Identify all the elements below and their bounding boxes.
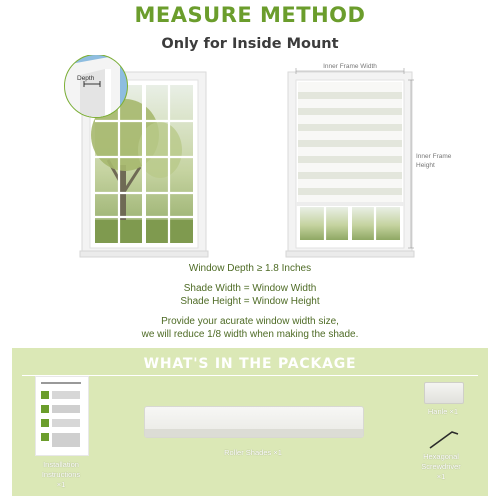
height-label-line1: Inner Frame [416, 153, 452, 160]
depth-label: Depth [77, 75, 95, 82]
shade-height-rule: Shade Height = Window Height [180, 296, 320, 307]
hex-screwdriver-icon [424, 428, 464, 450]
page-subtitle: Only for Inside Mount [161, 36, 339, 52]
depth-requirement: Window Depth ≥ 1.8 Inches [188, 263, 312, 274]
note-line-1: Provide your acurate window width size, [161, 316, 339, 327]
screwdriver-qty: ×1 [436, 472, 446, 481]
roller-shade-label: Roller Shades ×1 [224, 448, 282, 457]
shade-width-rule: Shade Width = Window Width [183, 283, 317, 294]
page-title: MEASURE METHOD [134, 3, 366, 27]
height-label-line2: Height [416, 162, 435, 169]
instruction-manual-image [35, 376, 89, 456]
package-title: WHAT'S IN THE PACKAGE [143, 356, 357, 372]
manual-label-line2: Instructions [41, 470, 81, 479]
note-line-2: we will reduce 1/8 width when making the shade. [141, 329, 359, 340]
handle-label: Hanle ×1 [427, 407, 459, 416]
measure-diagram [0, 55, 500, 265]
screwdriver-label-line2: Screwdriver [421, 462, 461, 471]
package-divider [22, 375, 478, 376]
package-panel [12, 348, 488, 496]
width-label: Inner Frame Width [323, 63, 377, 70]
handle-image [424, 382, 464, 404]
roller-shade-image [144, 406, 364, 438]
shade-window-photo [286, 72, 414, 257]
screwdriver-label-line1: Hexagonal [423, 452, 459, 461]
manual-label-line1: Installation [43, 460, 79, 469]
manual-qty: ×1 [56, 480, 66, 489]
